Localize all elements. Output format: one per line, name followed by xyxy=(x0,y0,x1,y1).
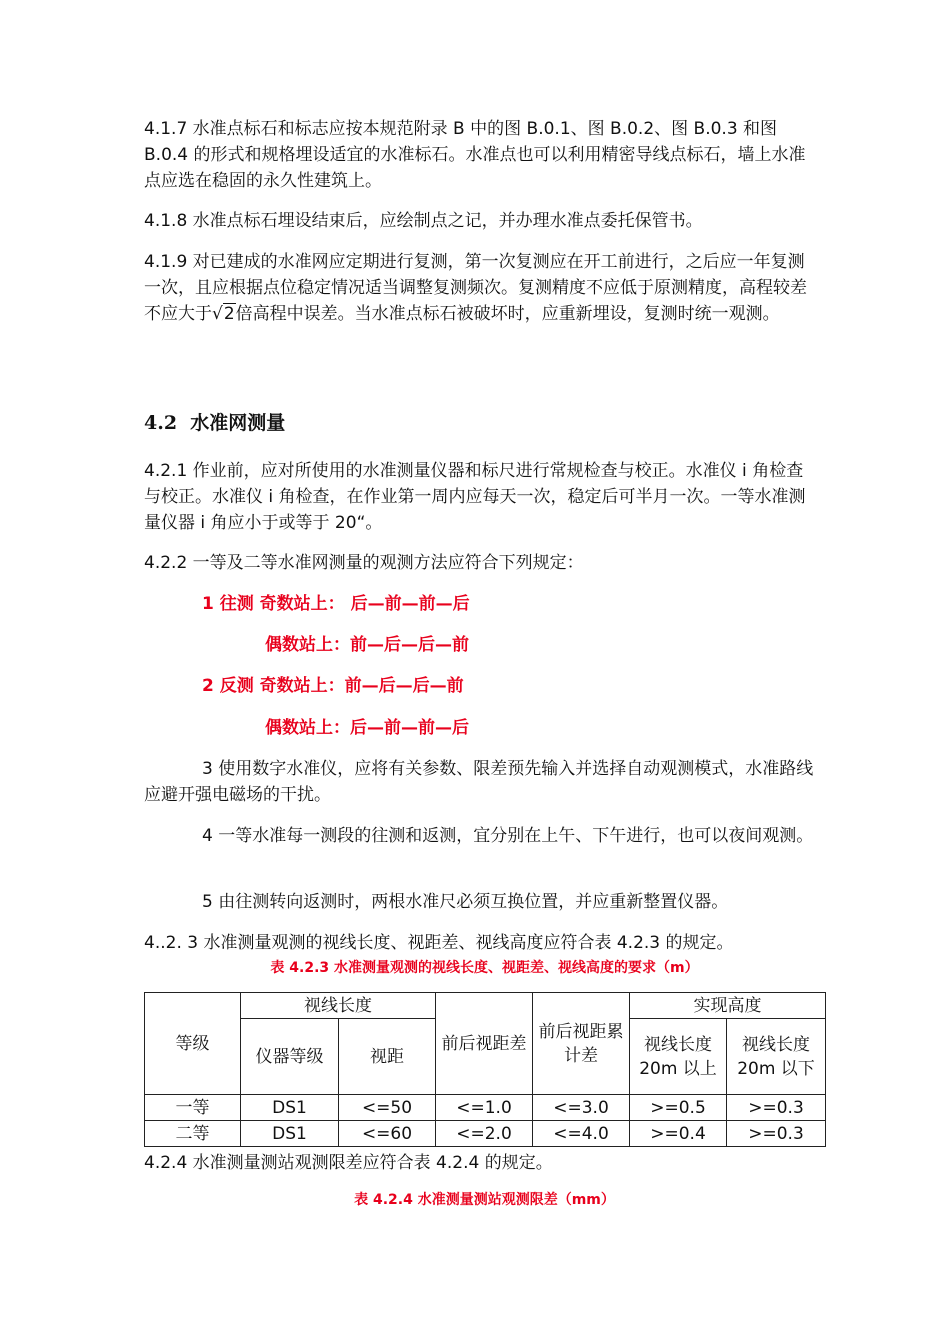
rule-4: 4 一等水准每一测段的往测和返测，宜分别在上午、下午进行，也可以夜间观测。 xyxy=(202,826,814,846)
header-front-back-diff: 前后视距差 xyxy=(436,993,533,1095)
table-cell: <=3.0 xyxy=(533,1095,630,1121)
table-cell: >=0.3 xyxy=(727,1095,826,1121)
header-height: 实现高度 xyxy=(630,993,826,1019)
table-cell: >=0.4 xyxy=(630,1121,727,1147)
header-above-20m: 视线长度 20m 以上 xyxy=(630,1019,727,1095)
paragraph-4-1-9-after: 倍高程中误差。当水准点标石被破坏时，应重新埋设，复测时统一观测。 xyxy=(235,304,780,324)
table-4-2-4-caption: 表 4.2.4 水准测量测站观测限差（mm） xyxy=(354,1192,615,1208)
rule-1-forward-odd: 1 往测 奇数站上： 后—前—前—后 xyxy=(202,594,470,614)
table-cell: >=0.5 xyxy=(630,1095,727,1121)
paragraph-4-2-2: 4.2.2 一等及二等水准网测量的观测方法应符合下列规定： xyxy=(144,553,584,573)
sqrt-sign: √ xyxy=(212,304,223,324)
section-number: 4.2 xyxy=(144,412,178,434)
paragraph-4-1-9 xyxy=(144,249,814,327)
table-cell: <=2.0 xyxy=(436,1121,533,1147)
paragraph-4-2-3: 4..2. 3 水准测量观测的视线长度、视距差、视线高度应符合表 4.2.3 的规定。 xyxy=(144,933,734,953)
paragraph-4-1-7: 4.1.7 水准点标石和标志应按本规范附录 B 中的图 B.0.1、图 B.0.2、图 B.0.3 和图 B.0.4 的形式和规格埋设适宜的水准标石。水准点也可以利用精密导线点标石，墙上水准点应选在稳固的永久性建筑上。 xyxy=(144,119,806,191)
rule-5: 5 由往测转向返测时，两根水准尺必须互换位置，并应重新整置仪器。 xyxy=(202,892,729,912)
header-front-back-cumulative: 前后视距累计差 xyxy=(533,993,630,1095)
table-4-2-3 xyxy=(144,992,826,1147)
table-cell: DS1 xyxy=(241,1095,339,1121)
sqrt-value: 2 xyxy=(223,304,235,324)
table-row xyxy=(145,1121,826,1147)
paragraph-4-1-8: 4.1.8 水准点标石埋设结束后，应绘制点之记，并办理水准点委托保管书。 xyxy=(144,211,703,231)
table-cell: 二等 xyxy=(145,1121,241,1147)
table-row xyxy=(145,1095,826,1121)
header-sight-length: 视线长度 xyxy=(241,993,436,1019)
table-cell: >=0.3 xyxy=(727,1121,826,1147)
header-distance: 视距 xyxy=(339,1019,436,1095)
paragraph-4-2-1: 4.2.1 作业前，应对所使用的水准测量仪器和标尺进行常规检查与校正。水准仪 i 角检查与校正。水准仪 i 角检查，在作业第一周内应每天一次，稳定后可半月一次。一等水准测量仪器 i 角应小于或等于 20“。 xyxy=(144,461,806,533)
header-instrument-grade: 仪器等级 xyxy=(241,1019,339,1095)
paragraph-4-2-4: 4.2.4 水准测量测站观测限差应符合表 4.2.4 的规定。 xyxy=(144,1153,553,1173)
rule-2-backward-odd: 2 反测 奇数站上：前—后—后—前 xyxy=(202,676,464,696)
table-cell: <=60 xyxy=(339,1121,436,1147)
header-below-20m: 视线长度 20m 以下 xyxy=(727,1019,826,1095)
table-cell: <=1.0 xyxy=(436,1095,533,1121)
table-cell: <=50 xyxy=(339,1095,436,1121)
rule-3: 3 使用数字水准仪，应将有关参数、限差预先输入并选择自动观测模式，水准路线应避开强电磁场的干扰。 xyxy=(144,759,814,805)
header-grade: 等级 xyxy=(145,993,241,1095)
table-cell: DS1 xyxy=(241,1121,339,1147)
table-cell: 一等 xyxy=(145,1095,241,1121)
table-4-2-3-caption: 表 4.2.3 水准测量观测的视线长度、视距差、视线高度的要求（m） xyxy=(270,960,699,976)
rule-2-backward-even: 偶数站上：后—前—前—后 xyxy=(265,718,469,738)
section-title: 水准网测量 xyxy=(190,412,286,434)
section-heading xyxy=(144,410,285,436)
sqrt-expression xyxy=(212,303,236,324)
table-cell: <=4.0 xyxy=(533,1121,630,1147)
paragraph-4-1-9-before: 4.1.9 对已建成的水准网应定期进行复测，第一次复测应在开工前进行，之后应一年复测一次，且应根据点位稳定情况适当调整复测频次。复测精度不应低于原测精度，高程较差不应大于 xyxy=(144,252,807,324)
rule-1-forward-even: 偶数站上：前—后—后—前 xyxy=(265,635,469,655)
